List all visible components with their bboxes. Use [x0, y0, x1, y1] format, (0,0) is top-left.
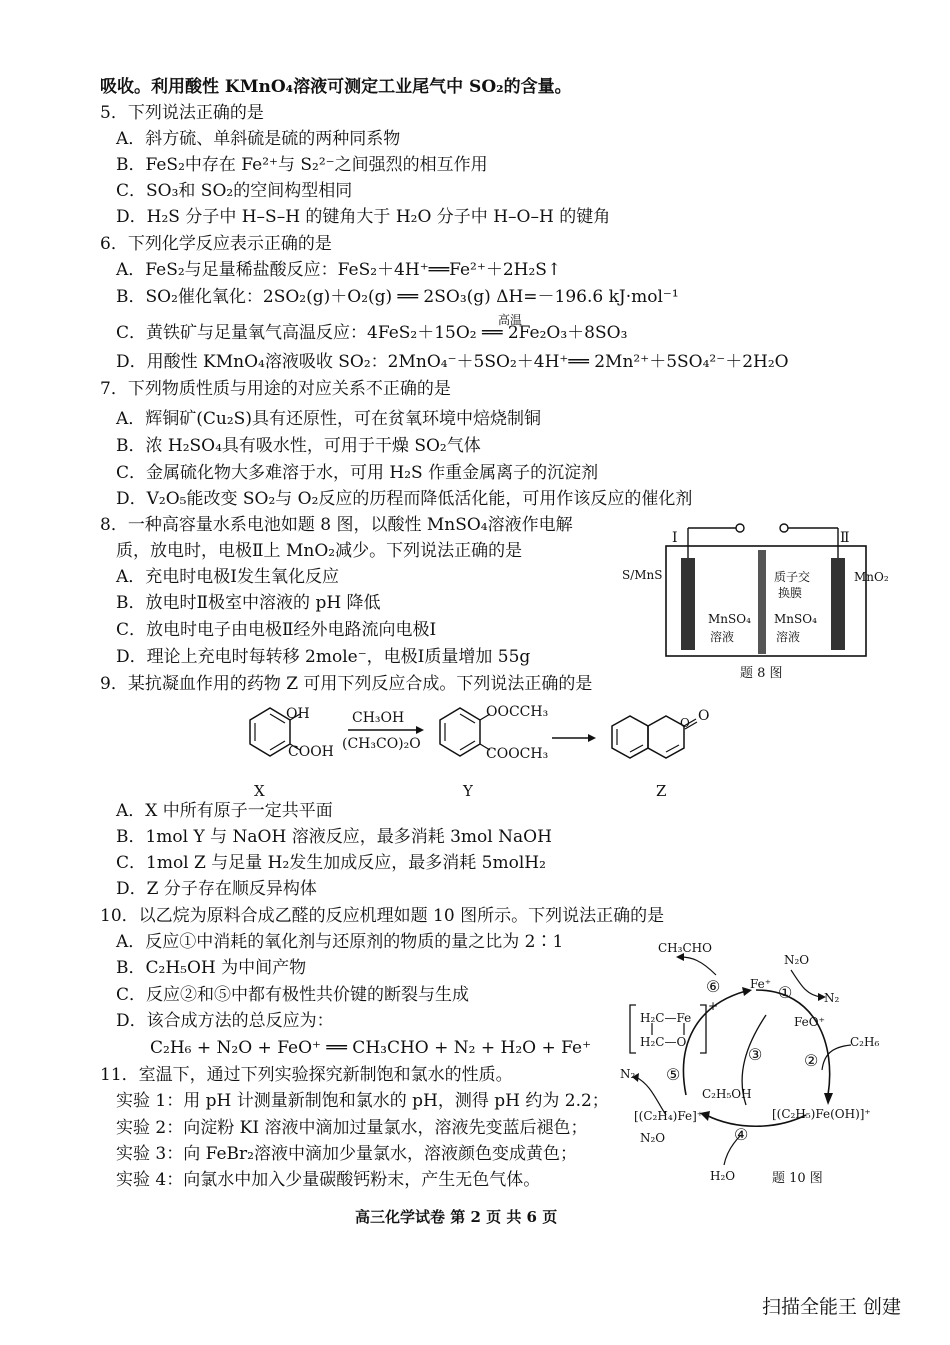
q10-stem: 10．以乙烷为原料合成乙醛的反应机理如题 10 图所示。下列说法正确的是 [100, 906, 665, 926]
q9-option-a: A．X 中所有原子一定共平面 [116, 801, 333, 821]
right-solution-label-1: MnSO₄ [774, 612, 817, 626]
electrode-i-label: Ⅰ [672, 530, 678, 546]
q6-option-d: D．用酸性 KMnO₄溶液吸收 SO₂：2MnO₄⁻＋5SO₂＋4H⁺══ 2Mn²⁺＋5SO₄²⁻＋2H₂O [116, 352, 789, 372]
z-ring-o-label: O [680, 716, 690, 730]
q8-option-c: C．放电时电子由电极Ⅱ经外电路流向电极Ⅰ [116, 620, 437, 640]
q5-option-b: B．FeS₂中存在 Fe²⁺与 S₂²⁻之间强烈的相互作用 [116, 155, 488, 175]
q6-option-b: B．SO₂催化氧化：2SO₂(g)＋O₂(g) ══ 2SO₃(g) ΔH=－196.6 kJ·mol⁻¹ [116, 287, 679, 307]
q6-stem: 6．下列化学反应表示正确的是 [100, 234, 332, 254]
z-carbonyl-o-label: O [698, 708, 710, 724]
label-z: Z [656, 782, 667, 800]
q11-experiment-2: 实验 2：向淀粉 KI 溶液中滴加过量氯水，溶液先变蓝后褪色； [116, 1118, 588, 1138]
figure-8-battery [618, 518, 908, 683]
x-cooh-label: COOH [288, 744, 334, 760]
h2o-label: H₂O [710, 1169, 736, 1183]
step-2-label: ② [804, 1051, 819, 1070]
right-material-label: MnO₂ [854, 570, 889, 584]
intro-line: 吸收。利用酸性 KMnO₄溶液可测定工业尾气中 SO₂的含量。 [100, 77, 572, 97]
q7-option-d: D．V₂O₅能改变 SO₂与 O₂反应的历程而降低活化能，可用作该反应的催化剂 [116, 489, 693, 509]
n2-top-label: N₂ [824, 991, 840, 1005]
q9-stem: 9．某抗凝血作用的药物 Z 可用下列反应合成。下列说法正确的是 [100, 674, 593, 694]
fe-plus-label: Fe⁺ [750, 977, 772, 991]
q11-experiment-3: 实验 3：向 FeBr₂溶液中滴加少量氯水，溶液颜色变成黄色； [116, 1144, 577, 1164]
page-footer: 高三化学试卷 第 2 页 共 6 页 [355, 1208, 558, 1226]
q7-stem: 7．下列物质性质与用途的对应关系不正确的是 [100, 379, 451, 399]
q5-option-d: D．H₂S 分子中 H–S–H 的键角大于 H₂O 分子中 H–O–H 的键角 [116, 207, 611, 227]
n2o-top-label: N₂O [784, 953, 810, 967]
reagent-acetic-anhydride: (CH₃CO)₂O [342, 736, 421, 752]
q10-option-c: C．反应②和⑤中都有极性共价键的断裂与生成 [116, 985, 470, 1005]
q8-stem: 8．一种高容量水系电池如题 8 图，以酸性 MnSO₄溶液作电解 [100, 515, 573, 535]
q7-option-c: C．金属硫化物大多难溶于水，可用 H₂S 作重金属离子的沉淀剂 [116, 463, 599, 483]
q9-option-c: C．1mol Z 与足量 H₂发生加成反应，最多消耗 5molH₂ [116, 853, 546, 873]
n2o-left-label: N₂O [640, 1131, 666, 1145]
right-solution-label-2: 溶液 [776, 630, 801, 644]
q8-option-a: A．充电时电极Ⅰ发生氧化反应 [116, 567, 339, 587]
figure-10-cycle [606, 935, 906, 1190]
step-6-label: ⑥ [706, 977, 721, 996]
q9-option-d: D．Z 分子存在顺反异构体 [116, 879, 317, 899]
step-5-label: ⑤ [666, 1065, 681, 1084]
q8-option-d: D．理论上充电时每转移 2mole⁻，电极Ⅰ质量增加 55g [116, 647, 531, 667]
left-solution-label-2: 溶液 [710, 630, 735, 644]
q10-option-a: A．反应①中消耗的氧化剂与还原剂的物质的量之比为 2∶1 [116, 932, 564, 952]
n2-left-label: N₂ [620, 1067, 636, 1081]
figure-10-caption: 题 10 图 [772, 1171, 823, 1186]
q5-option-a: A．斜方硫、单斜硫是硫的两种同系物 [116, 129, 401, 149]
ring-charge-label: + [708, 999, 719, 1013]
c2h5oh-label: C₂H₅OH [702, 1087, 752, 1101]
scanner-watermark: 扫描全能王 创建 [762, 1296, 902, 1318]
q6-option-a: A．FeS₂与足量稀盐酸反应：FeS₂＋4H⁺══Fe²⁺＋2H₂S↑ [116, 260, 562, 280]
figure-9-synthesis [220, 700, 740, 805]
feo-plus-label: FeO⁺ [794, 1015, 825, 1029]
q7-option-b: B．浓 H₂SO₄具有吸水性，可用于干燥 SO₂气体 [116, 436, 481, 456]
ch3cho-label: CH₃CHO [658, 941, 712, 955]
left-material-label: S/MnS [622, 568, 663, 582]
q6-condition-high-temp: 高温 [498, 313, 523, 327]
x-oh-label: OH [286, 706, 310, 722]
ring-h2c-fe-label: H₂C—Fe [640, 1011, 692, 1025]
electrode-ii-label: Ⅱ [840, 530, 850, 546]
left-solution-label-1: MnSO₄ [708, 612, 751, 626]
q11-experiment-4: 实验 4：向氯水中加入少量碳酸钙粉末，产生无色气体。 [116, 1170, 541, 1190]
q7-option-a: A．辉铜矿(Cu₂S)具有还原性，可在贫氧环境中焙烧制铜 [116, 409, 541, 429]
q11-stem: 11．室温下，通过下列实验探究新制饱和氯水的性质。 [100, 1065, 513, 1085]
reagent-ch3oh: CH₃OH [352, 710, 405, 726]
q8-option-b: B．放电时Ⅱ极室中溶液的 pH 降低 [116, 593, 381, 613]
q5-stem: 5．下列说法正确的是 [100, 103, 264, 123]
y-ooccch3-label: OOCCH₃ [486, 704, 549, 720]
ring-h2c-o-label: H₂C—O [640, 1035, 687, 1049]
q11-experiment-1: 实验 1：用 pH 计测量新制饱和氯水的 pH，测得 pH 约为 2.2； [116, 1091, 609, 1111]
step-1-label: ① [778, 983, 793, 1002]
q10-option-b: B．C₂H₅OH 为中间产物 [116, 958, 307, 978]
label-y: Y [463, 782, 473, 800]
q10-total-equation: C₂H₆ + N₂O + FeO⁺ ══ CH₃CHO + N₂ + H₂O + Fe⁺ [150, 1038, 592, 1058]
label-x: X [254, 782, 265, 800]
step-4-label: ④ [734, 1125, 749, 1144]
y-cooch3-label: COOCH₃ [486, 746, 549, 762]
complex1-label: [(C₂H₅)Fe(OH)]⁺ [772, 1107, 871, 1121]
membrane-label-1: 质子交 [774, 570, 811, 584]
membrane-label-2: 换膜 [778, 586, 803, 600]
figure-8-caption: 题 8 图 [740, 666, 783, 681]
q5-option-c: C．SO₃和 SO₂的空间构型相同 [116, 181, 353, 201]
q8-stem-2: 质，放电时，电极Ⅱ上 MnO₂减少。下列说法正确的是 [116, 541, 523, 561]
step-3-label: ③ [748, 1045, 763, 1064]
q9-option-b: B．1mol Y 与 NaOH 溶液反应，最多消耗 3mol NaOH [116, 827, 552, 847]
q6-option-c: C．黄铁矿与足量氧气高温反应：4FeS₂＋15O₂ ══ 2Fe₂O₃＋8SO₃ [116, 323, 628, 343]
complex2-label: [(C₂H₄)Fe]⁺ [634, 1109, 704, 1123]
q10-option-d: D．该合成方法的总反应为： [116, 1011, 334, 1031]
c2h6-label: C₂H₆ [850, 1035, 880, 1049]
